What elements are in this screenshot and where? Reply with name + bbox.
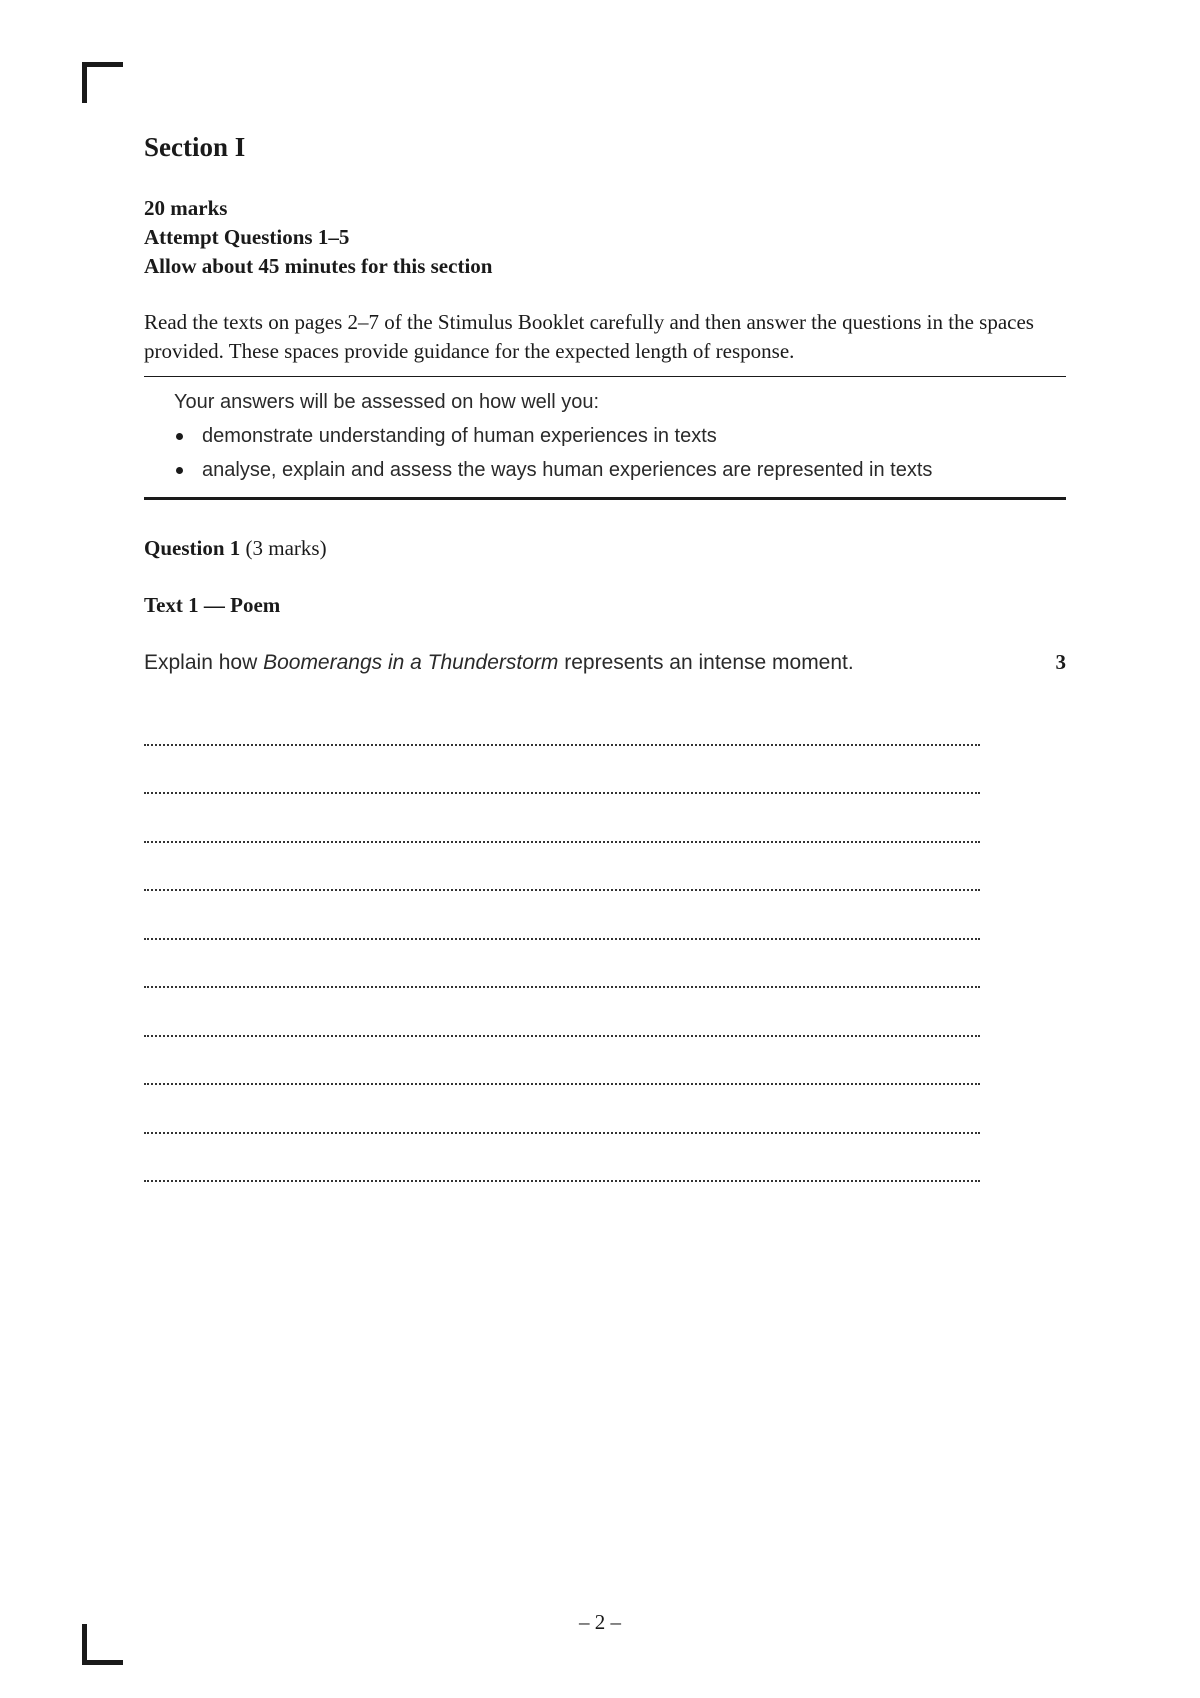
criteria-text: demonstrate understanding of human experiences in texts — [202, 425, 717, 447]
answer-line[interactable] — [144, 843, 980, 892]
section-attempt: Attempt Questions 1–5 — [144, 225, 350, 249]
text-heading: Text 1 — Poem — [144, 593, 281, 617]
answer-line[interactable] — [144, 794, 980, 843]
question-marks-text: (3 marks) — [245, 536, 327, 560]
exam-page-content — [144, 130, 1066, 1182]
section-instructions: Read the texts on pages 2–7 of the Stimulus Booklet carefully and then answer the questions in the spaces provided. These spaces provide guidance for the expected length of response. — [144, 310, 1034, 363]
answer-line[interactable] — [144, 1037, 980, 1086]
prompt-text-after: represents an intense moment. — [558, 651, 854, 674]
prompt-poem-title: Boomerangs in a Thunderstorm — [263, 651, 559, 674]
answer-line[interactable] — [144, 940, 980, 989]
question-label: Question 1 — [144, 536, 241, 560]
section-title: Section I — [144, 132, 246, 162]
crop-mark-top-left — [82, 62, 123, 103]
assessment-intro: Your answers will be assessed on how well you: — [174, 391, 600, 413]
answer-line[interactable] — [144, 1085, 980, 1134]
question-marks-value: 3 — [1055, 650, 1066, 674]
section-meta — [144, 194, 1066, 281]
assessment-criteria-box — [144, 376, 1066, 500]
prompt-text-before: Explain how — [144, 651, 264, 674]
criteria-item — [174, 453, 1066, 487]
answer-area[interactable] — [144, 697, 980, 1182]
question-prompt — [144, 648, 1066, 677]
answer-line[interactable] — [144, 988, 980, 1037]
criteria-text: analyse, explain and assess the ways human experiences are represented in texts — [202, 459, 933, 481]
section-time: Allow about 45 minutes for this section — [144, 254, 493, 278]
section-marks: 20 marks — [144, 196, 228, 220]
question-heading — [144, 534, 1066, 563]
bullet-icon — [176, 433, 183, 440]
bullet-icon — [176, 467, 183, 474]
page-number: – 2 – — [579, 1610, 621, 1634]
answer-line[interactable] — [144, 746, 980, 795]
answer-line[interactable] — [144, 1134, 980, 1183]
answer-line[interactable] — [144, 891, 980, 940]
answer-line[interactable] — [144, 697, 980, 746]
criteria-list — [174, 419, 1066, 487]
criteria-item — [174, 419, 1066, 453]
